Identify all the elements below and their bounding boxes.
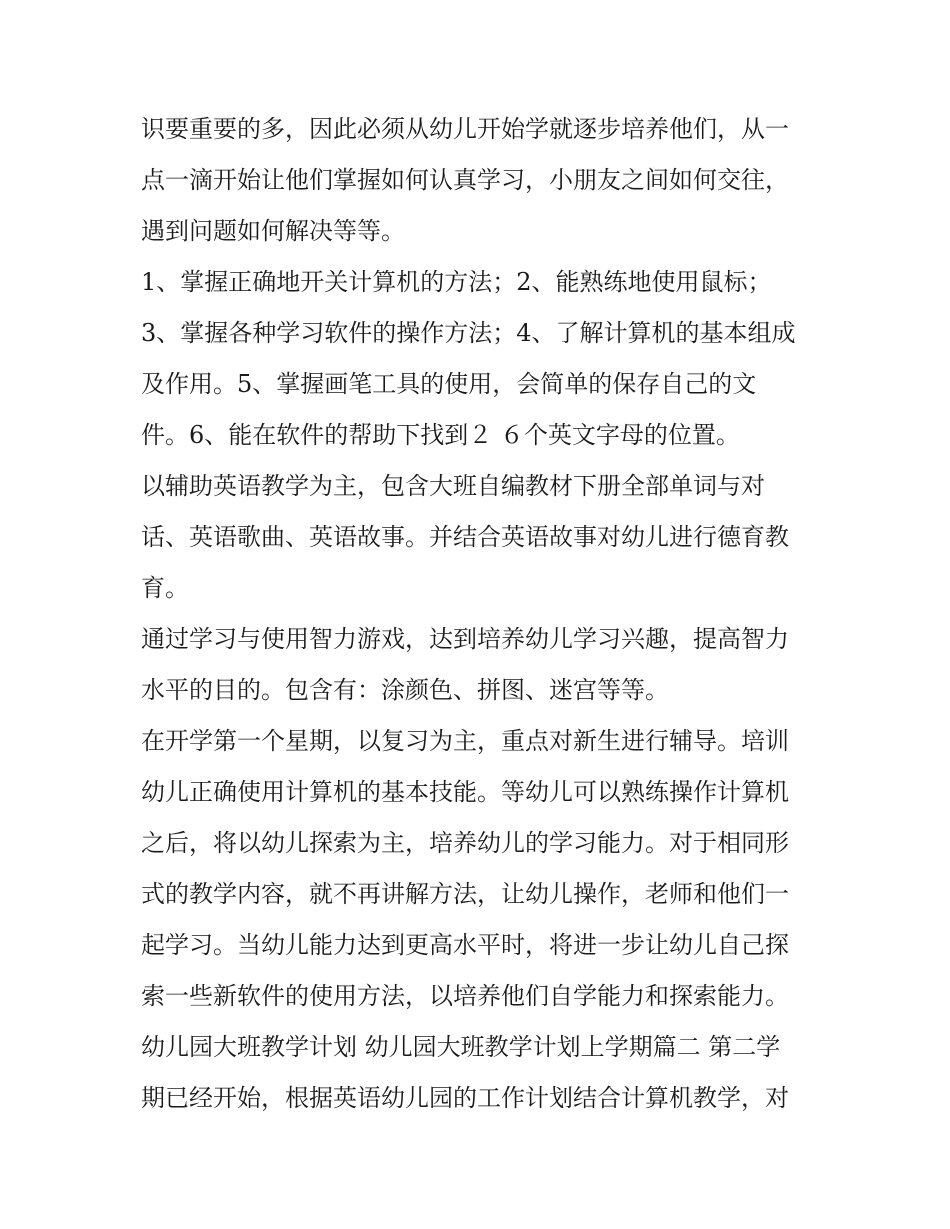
text-line: 遇到问题如何解决等等。 <box>141 217 405 245</box>
text-line: 水平的目的。包含有：涂颜色、拼图、迷宫等等。 <box>141 676 669 704</box>
text-line: 育。 <box>141 574 189 602</box>
text-line: 之后，将以幼儿探索为主，培养幼儿的学习能力。对于相同形 <box>141 829 789 857</box>
text-line: 件。6、能在软件的帮助下找到２ ６个英文字母的位置。 <box>141 421 740 449</box>
text-line: 在开学第一个星期，以复习为主，重点对新生进行辅导。培训 <box>141 727 789 755</box>
document-body <box>141 104 813 1124</box>
text-line: 通过学习与使用智力游戏，达到培养幼儿学习兴趣，提高智力 <box>141 625 789 653</box>
text-line: 话、英语歌曲、英语故事。并结合英语故事对幼儿进行德育教 <box>141 523 789 551</box>
text-line: 以辅助英语教学为主，包含大班自编教材下册全部单词与对 <box>141 472 765 500</box>
text-line: 期已经开始，根据英语幼儿园的工作计划结合计算机教学，对 <box>141 1084 789 1112</box>
text-line: 1、掌握正确地开关计算机的方法；2、能熟练地使用鼠标； <box>141 268 772 296</box>
text-line: 索一些新软件的使用方法，以培养他们自学能力和探索能力。 <box>141 982 789 1010</box>
text-line: 点一滴开始让他们掌握如何认真学习，小朋友之间如何交往， <box>141 166 789 194</box>
text-line: 及作用。5、掌握画笔工具的使用，会简单的保存自己的文 <box>141 370 757 398</box>
text-line: 幼儿园大班教学计划 幼儿园大班教学计划上学期篇二 第二学 <box>141 1033 781 1061</box>
text-line: 起学习。当幼儿能力达到更高水平时，将进一步让幼儿自己探 <box>141 931 789 959</box>
text-line: 幼儿正确使用计算机的基本技能。等幼儿可以熟练操作计算机 <box>141 778 789 806</box>
text-line: 式的教学内容，就不再讲解方法，让幼儿操作，老师和他们一 <box>141 880 789 908</box>
text-line: 识要重要的多，因此必须从幼儿开始学就逐步培养他们，从一 <box>141 115 789 143</box>
text-line: 3、掌握各种学习软件的操作方法；4、了解计算机的基本组成 <box>141 319 796 347</box>
